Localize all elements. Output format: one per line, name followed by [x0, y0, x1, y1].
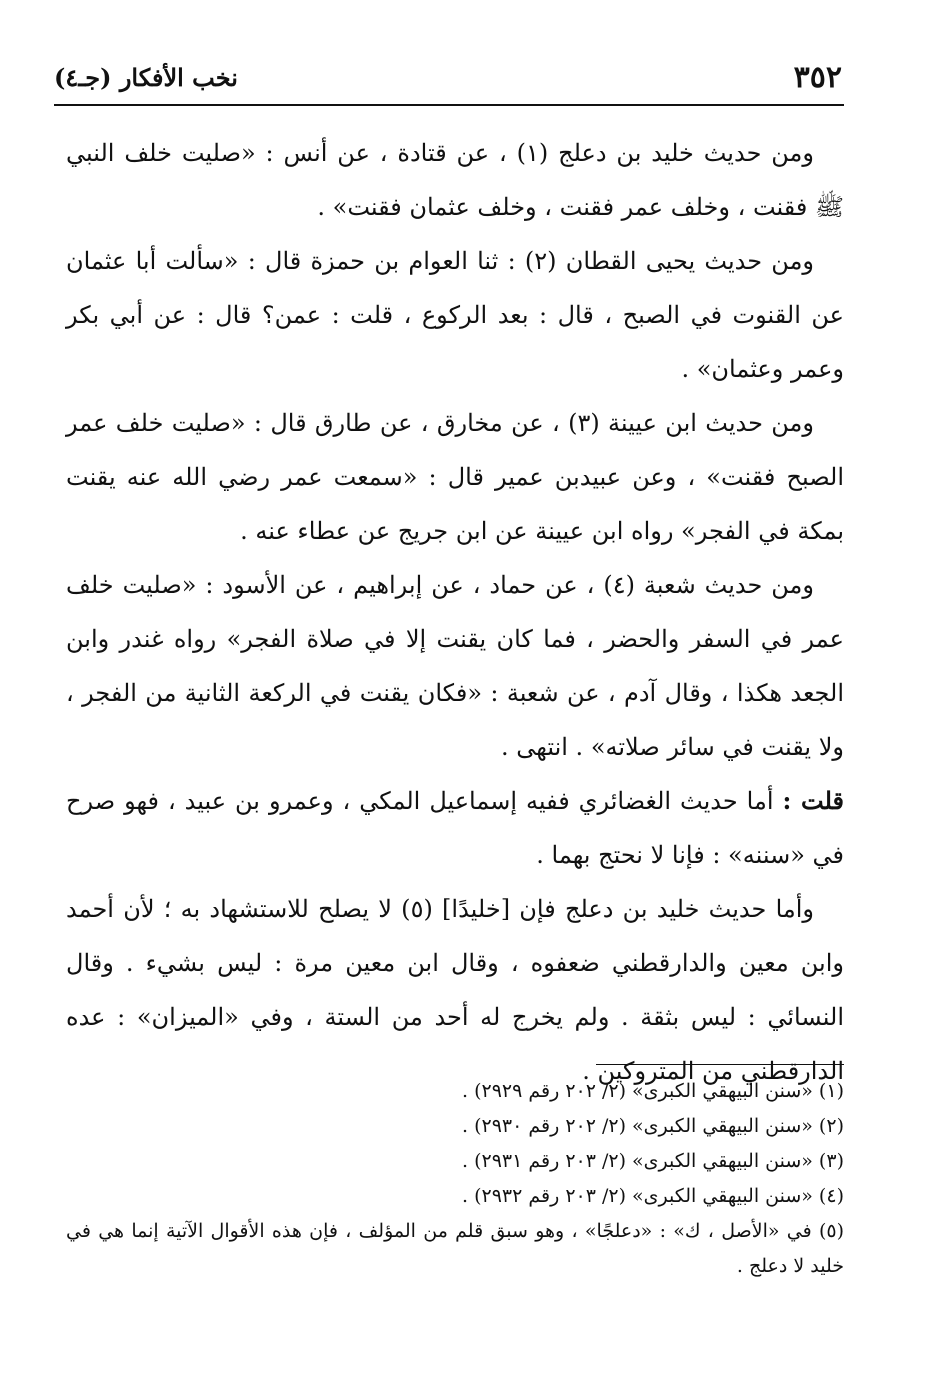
paragraph-qult [66, 774, 844, 882]
footnote-3: (٣) «سنن البيهقي الكبرى» (٢/ ٢٠٣ رقم ٢٩٣١) . [462, 1150, 844, 1172]
footnote-2: (٢) «سنن البيهقي الكبرى» (٢/ ٢٠٢ رقم ٢٩٣٠) . [462, 1115, 844, 1137]
book-title: نخب الأفكار (جـ٤) [54, 63, 238, 92]
header-divider [54, 104, 844, 106]
footnote-4: (٤) «سنن البيهقي الكبرى» (٢/ ٢٠٣ رقم ٢٩٣٢) . [462, 1185, 844, 1207]
footnote-1: (١) «سنن البيهقي الكبرى» (٢/ ٢٠٢ رقم ٢٩٢٩) . [462, 1080, 844, 1102]
page-number: ٣٥٢ [793, 60, 842, 95]
paragraph-2: ومن حديث يحيى القطان (٢) : ثنا العوام بن حمزة قال : «سألت أبا عثمان عن القنوت في الصبح ، قال : بعد الركوع ، قلت : عمن؟ قال : عن أبي بكر وعمر وعثمان» . [66, 247, 844, 383]
paragraph-4: ومن حديث شعبة (٤) ، عن حماد ، عن إبراهيم ، عن الأسود : «صليت خلف عمر في السفر والحضر ، فما كان يقنت إلا في صلاة الفجر» رواه غندر وابن الجعد هكذا ، وقال آدم ، عن شعبة : «فكان يقنت في الركعة الثانية من الفجر ، ولا يقنت في سائر صلاته» . انتهى . [66, 571, 844, 761]
footnotes [66, 1074, 844, 1284]
paragraph-last: وأما حديث خليد بن دعلج فإن [خليدًا] (٥) لا يصلح للاستشهاد به ؛ لأن أحمد وابن معين والدارقطني ضعفوه ، وقال ابن معين مرة : ليس بشيء . وقال النسائي : ليس بثقة . ولم يخرج له أحد من الستة ، وفي «الميزان» : عده الدارقطني من المتروكين . [66, 895, 844, 1085]
qult-label: قلت : [782, 786, 844, 815]
main-text [66, 126, 844, 1098]
footnote-divider [596, 1064, 844, 1065]
footnote-5: (٥) في «الأصل ، ك» : «دعلجًا» ، وهو سبق قلم من المؤلف ، فإن هذه الأقوال الآتية إنما هي في خليد لا دعلج . [66, 1220, 845, 1277]
paragraph-1: ومن حديث خليد بن دعلج (١) ، عن قتادة ، عن أنس : «صليت خلف النبي ﷺ فقنت ، وخلف عمر فقنت ، وخلف عثمان فقنت» . [66, 139, 844, 221]
page-header [54, 58, 842, 102]
qult-text: أما حديث الغضائري ففيه إسماعيل المكي ، وعمرو بن عبيد ، فهو صرح في «سننه» : فإنا لا نحتج بهما . [66, 787, 844, 869]
paragraph-3: ومن حديث ابن عيينة (٣) ، عن مخارق ، عن طارق قال : «صليت خلف عمر الصبح فقنت» ، وعن عبيدبن عمير قال : «سمعت عمر رضي الله عنه يقنت بمكة في الفجر» رواه ابن عيينة عن ابن جريج عن عطاء عنه . [66, 409, 844, 545]
